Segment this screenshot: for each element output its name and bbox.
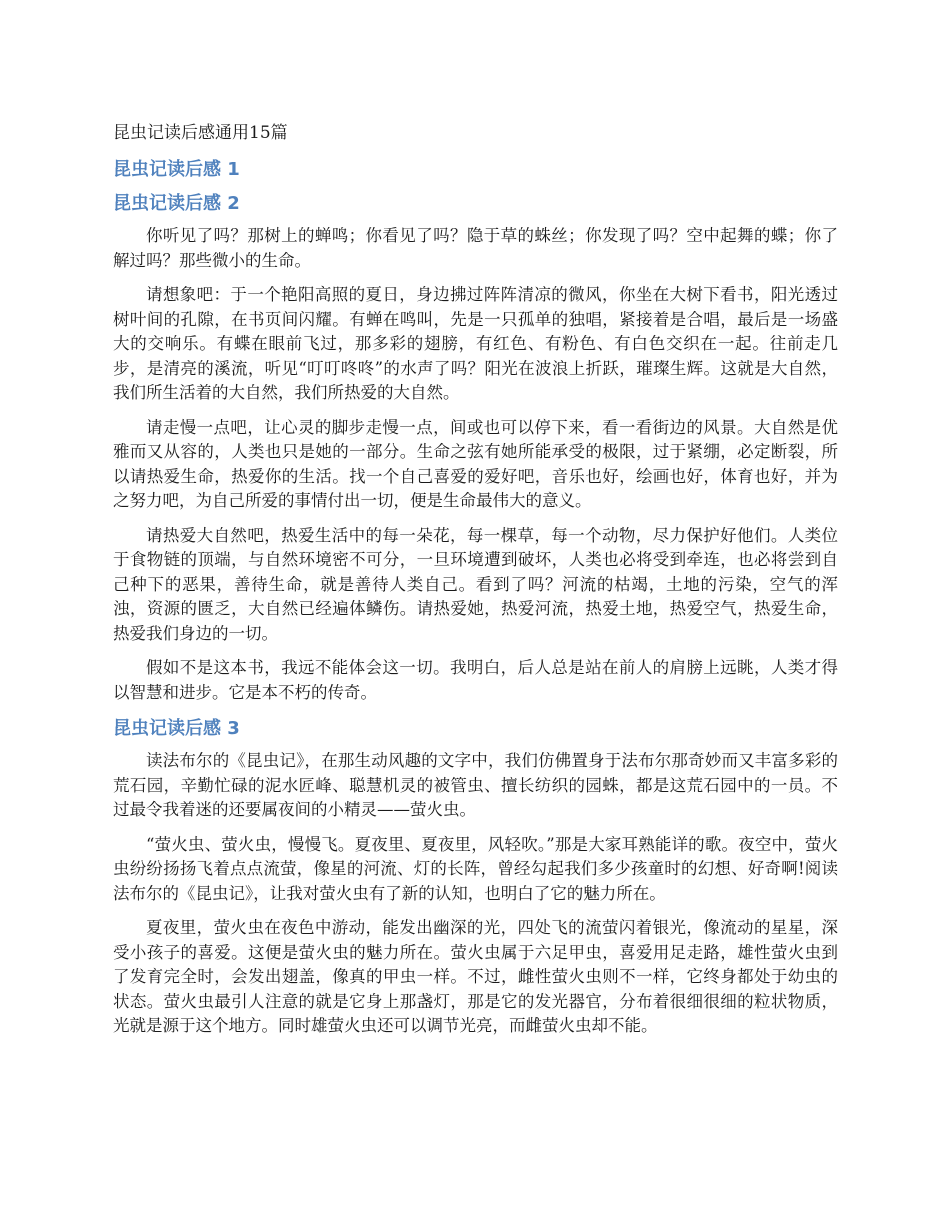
paragraph: 假如不是这本书，我远不能体会这一切。我明白，后人总是站在前人的肩膀上远眺，人类才得以智慧和进步。它是本不朽的传奇。: [113, 658, 838, 702]
paragraph: 请走慢一点吧，让心灵的脚步走慢一点，间或也可以停下来，看一看街边的风景。大自然是优雅而又从容的，人类也只是她的一部分。生命之弦有她所能承受的极限，过于紧绷，必定断裂，所以请热爱生命，热爱你的生活。找一个自己喜爱的爱好吧，音乐也好，绘画也好，体育也好，并为之努力吧，为自己所爱的事情付出一切，便是生命最伟大的意义。: [113, 417, 838, 510]
paragraph: 读法布尔的《昆虫记》，在那生动风趣的文字中，我们仿佛置身于法布尔那奇妙而又丰富多彩的荒石园，辛勤忙碌的泥水匠峰、聪慧机灵的被管虫、擅长纺织的园蛛，都是这荒石园中的一员。不过最令我着迷的还要属夜间的小精灵——萤火虫。: [113, 751, 838, 819]
section-heading-3: 昆虫记读后感 3: [113, 718, 240, 739]
paragraph: 夏夜里，萤火虫在夜色中游动，能发出幽深的光，四处飞的流萤闪着银光，像流动的星星，深受小孩子的喜爱。这便是萤火虫的魅力所在。萤火虫属于六足甲虫，喜爱用足走路，雄性萤火虫到了发育完全时，会发出翅盖，像真的甲虫一样。不过，雌性萤火虫则不一样，它终身都处于幼虫的状态。萤火虫最引人注意的就是它身上那盏灯，那是它的发光器官，分布着很细很细的粒状物质，光就是源于这个地方。同时雄萤火虫还可以调节光亮，而雌萤火虫却不能。: [113, 918, 838, 1035]
document-title: 昆虫记读后感通用15篇: [113, 123, 288, 143]
section-heading-1: 昆虫记读后感 1: [113, 159, 240, 180]
section-1: [113, 156, 838, 184]
document-page: [113, 120, 838, 1049]
section-heading-2: 昆虫记读后感 2: [113, 193, 240, 214]
section-2: [113, 190, 838, 705]
paragraph: “萤火虫、萤火虫，慢慢飞。夏夜里、夏夜里，风轻吹。”那是大家耳熟能详的歌。夜空中，萤火虫纷纷扬扬飞着点点流萤，像星的河流、灯的长阵，曾经勾起我们多少孩童时的幻想、好奇啊!阅读法布尔的《昆虫记》，让我对萤火虫有了新的认知，也明白了它的魅力所在。: [113, 834, 838, 903]
paragraph: 请想象吧：于一个艳阳高照的夏日，身边拂过阵阵清凉的微风，你坐在大树下看书，阳光透过树叶间的孔隙，在书页间闪耀。有蝉在鸣叫，先是一只孤单的独唱，紧接着是合唱，最后是一场盛大的交响乐。有蝶在眼前飞过，那多彩的翅膀，有红色、有粉色、有白色交织在一起。往前走几步，是清亮的溪流，听见“叮叮咚咚”的水声了吗？阳光在波浪上折跃，璀璨生辉。这就是大自然，我们所生活着的大自然，我们所热爱的大自然。: [113, 285, 838, 402]
paragraph: 你听见了吗？那树上的蝉鸣；你看见了吗？隐于草的蛛丝；你发现了吗？空中起舞的蝶；你了解过吗？那些微小的生命。: [113, 226, 838, 270]
paragraph: 请热爱大自然吧，热爱生活中的每一朵花，每一棵草，每一个动物，尽力保护好他们。人类位于食物链的顶端，与自然环境密不可分，一旦环境遭到破坏，人类也必将受到牵连，也必将尝到自己种下的恶果，善待生命，就是善待人类自己。看到了吗？河流的枯竭，土地的污染，空气的浑浊，资源的匮乏，大自然已经遍体鳞伤。请热爱她，热爱河流，热爱土地，热爱空气，热爱生命，热爱我们身边的一切。: [113, 525, 838, 643]
section-3: [113, 715, 838, 1039]
